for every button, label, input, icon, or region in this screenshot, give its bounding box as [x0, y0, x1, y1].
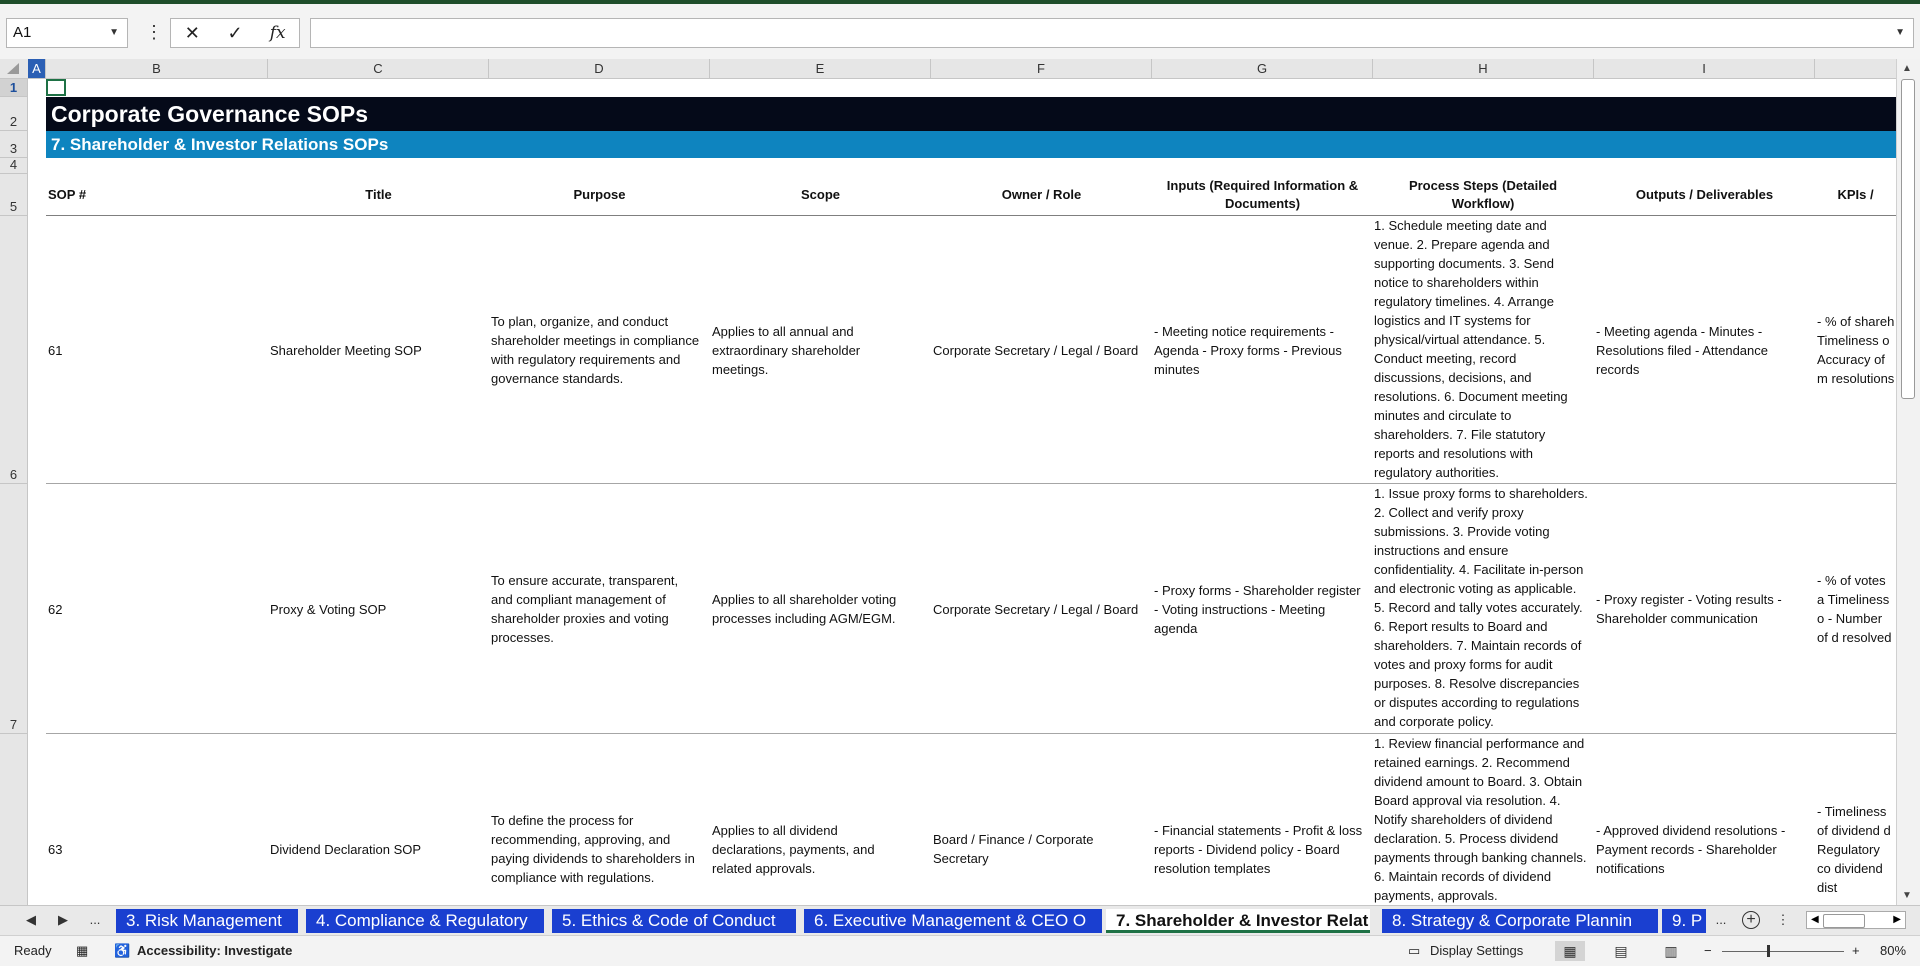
column-header-a[interactable]: A: [28, 59, 46, 78]
column-header-j[interactable]: [1815, 59, 1896, 78]
scroll-down-icon[interactable]: ▼: [1902, 890, 1912, 901]
tab-compliance-regulatory[interactable]: 4. Compliance & Regulatory: [306, 909, 544, 933]
accessibility-status[interactable]: Accessibility: Investigate: [137, 943, 293, 958]
more-options-icon[interactable]: ⋮: [1776, 912, 1790, 927]
name-box[interactable]: [6, 18, 128, 48]
section-subtitle[interactable]: 7. Shareholder & Investor Relations SOPs: [46, 131, 1896, 158]
accessibility-icon[interactable]: ♿: [114, 943, 131, 958]
more-sheets-right[interactable]: ...: [1715, 912, 1727, 927]
status-bar: [0, 935, 1920, 966]
header-scope[interactable]: Scope: [800, 187, 840, 202]
scrollbar-thumb[interactable]: [1901, 79, 1915, 399]
page-break-preview-icon[interactable]: ▥: [1664, 943, 1678, 959]
column-header-i[interactable]: I: [1594, 59, 1815, 78]
cell-purpose[interactable]: To ensure accurate, transparent, and compliant management of shareholder proxies and voting processes.: [491, 573, 679, 645]
tab-9[interactable]: 9. P: [1662, 909, 1706, 933]
row-headers: [0, 79, 28, 905]
column-header-h[interactable]: H: [1373, 59, 1594, 78]
column-header-d[interactable]: D: [489, 59, 710, 78]
scroll-left-icon[interactable]: ◀: [1811, 914, 1819, 925]
zoom-slider-thumb[interactable]: [1767, 945, 1770, 957]
add-sheet-icon[interactable]: +: [1742, 911, 1760, 929]
tab-risk-management[interactable]: 3. Risk Management: [116, 909, 298, 933]
sheet-title[interactable]: Corporate Governance SOPs: [46, 97, 1896, 131]
vertical-scrollbar[interactable]: [1896, 59, 1920, 905]
cell-owner[interactable]: Corporate Secretary / Legal / Board: [933, 342, 1139, 358]
cancel-icon[interactable]: ✕: [184, 23, 200, 43]
header-owner-role[interactable]: Owner / Role: [1001, 187, 1082, 202]
display-settings-icon[interactable]: ▭: [1408, 943, 1421, 958]
enter-icon[interactable]: ✓: [227, 23, 243, 43]
scrollbar-thumb[interactable]: [1823, 914, 1865, 928]
horizontal-scrollbar[interactable]: [1806, 911, 1906, 929]
cell-kpis[interactable]: - Timeliness of dividend d Regulatory co dividend dist: [1817, 803, 1891, 895]
next-sheet-icon[interactable]: ▶: [58, 912, 68, 927]
row-header-6[interactable]: 6: [0, 216, 27, 484]
cell-scope[interactable]: Applies to all shareholder voting processes including AGM/EGM.: [712, 592, 897, 626]
formula-input[interactable]: [310, 18, 1914, 48]
tab-ethics-code-of-conduct[interactable]: 5. Ethics & Code of Conduct: [552, 909, 796, 933]
cell-title[interactable]: Dividend Declaration SOP: [270, 841, 422, 857]
tab-strategy-corporate-planning[interactable]: 8. Strategy & Corporate Plannin: [1382, 909, 1658, 933]
column-header-f[interactable]: F: [931, 59, 1152, 78]
cell-inputs[interactable]: - Proxy forms - Shareholder register - Voting instructions - Meeting agenda: [1154, 582, 1361, 636]
cell-outputs[interactable]: - Proxy register - Voting results - Shareholder communication: [1596, 592, 1782, 626]
active-cell[interactable]: [46, 79, 66, 96]
zoom-out-button[interactable]: −: [1704, 943, 1712, 958]
zoom-level[interactable]: 80%: [1880, 943, 1907, 958]
cell-process-steps[interactable]: 1. Schedule meeting date and venue. 2. Prepare agenda and supporting documents. 3. Send notice to shareholders within regulatory timelines. 4. Arrange logistics and IT systems for physical/virtual attendance. 5. Conduct meeting, record discussions, decisions, and resolutions. 6. Document meeting minutes and circulate to shareholders. 7. File statutory reports and resolutions with regulatory authorities.: [1374, 218, 1568, 480]
formula-bar: [0, 4, 1920, 59]
scroll-right-icon[interactable]: ▶: [1893, 914, 1901, 925]
select-all-icon: [6, 63, 20, 75]
cell-purpose[interactable]: To plan, organize, and conduct shareholder meetings in compliance with regulatory requirements and governance standards.: [491, 314, 700, 386]
page-layout-view-icon[interactable]: ▤: [1614, 943, 1628, 959]
row-header-7[interactable]: 7: [0, 484, 27, 734]
scroll-up-icon[interactable]: ▲: [1902, 63, 1912, 74]
select-all-button[interactable]: [0, 59, 28, 78]
chevron-down-icon[interactable]: ▼: [109, 27, 119, 38]
zoom-slider[interactable]: [1722, 951, 1844, 952]
cell-inputs[interactable]: - Financial statements - Profit & loss reports - Dividend policy - Board resolution templates: [1154, 822, 1363, 876]
normal-view-icon[interactable]: ▦: [1555, 941, 1585, 961]
cell-outputs[interactable]: - Approved dividend resolutions - Payment records - Shareholder notifications: [1596, 822, 1786, 876]
more-sheets-left[interactable]: ...: [89, 912, 101, 927]
cell-kpis[interactable]: - % of votes a Timeliness o - Number of d resolved: [1817, 573, 1892, 645]
cell-owner[interactable]: Board / Finance / Corporate Secretary: [933, 832, 1094, 866]
insert-function-icon[interactable]: fx: [269, 23, 286, 43]
cell-title[interactable]: Proxy & Voting SOP: [270, 601, 387, 617]
header-inputs[interactable]: Inputs (Required Information & Documents): [1166, 178, 1359, 211]
header-outputs[interactable]: Outputs / Deliverables: [1635, 187, 1774, 202]
status-ready: Ready: [14, 943, 52, 958]
row-header-8[interactable]: [0, 734, 27, 905]
previous-sheet-icon[interactable]: ◀: [26, 912, 36, 927]
column-header-b[interactable]: B: [46, 59, 268, 78]
header-purpose[interactable]: Purpose: [573, 187, 626, 202]
cell-title[interactable]: Shareholder Meeting SOP: [270, 342, 422, 358]
tab-shareholder-investor-relations[interactable]: 7. Shareholder & Investor Relat: [1106, 909, 1370, 933]
row-header-3[interactable]: 3: [0, 131, 27, 158]
row-header-1[interactable]: 1: [0, 79, 27, 97]
column-header-e[interactable]: E: [710, 59, 931, 78]
header-process-steps[interactable]: Process Steps (Detailed Workflow): [1408, 178, 1558, 211]
cell-sop-number[interactable]: 61: [48, 342, 63, 358]
name-box-value: A1: [13, 24, 32, 41]
cell-scope[interactable]: Applies to all annual and extraordinary shareholder meetings.: [712, 323, 861, 377]
worksheet-grid[interactable]: [28, 79, 1896, 905]
cell-inputs[interactable]: - Meeting notice requirements - Agenda - Proxy forms - Previous minutes: [1154, 323, 1342, 377]
header-kpis[interactable]: KPIs /: [1837, 187, 1874, 202]
cell-outputs[interactable]: - Meeting agenda - Minutes - Resolutions filed - Attendance records: [1596, 323, 1768, 377]
expand-formula-icon[interactable]: ▼: [1895, 27, 1905, 38]
cell-kpis[interactable]: - % of shareh Timeliness o Accuracy of m resolutions: [1817, 314, 1895, 386]
cell-scope[interactable]: Applies to all dividend declarations, payments, and related approvals.: [712, 822, 875, 876]
column-header-c[interactable]: C: [268, 59, 489, 78]
display-settings-button[interactable]: Display Settings: [1430, 943, 1524, 958]
sheet-tab-bar: [0, 905, 1920, 935]
macro-record-icon[interactable]: ▦: [76, 943, 89, 958]
tab-executive-management[interactable]: 6. Executive Management & CEO O: [804, 909, 1102, 933]
formula-buttons: [170, 18, 300, 48]
more-options-icon[interactable]: ⋮: [145, 22, 163, 42]
header-sop-number[interactable]: SOP #: [48, 187, 87, 202]
cell-process-steps[interactable]: 1. Review financial performance and retained earnings. 2. Recommend dividend amount to Board. 3. Obtain Board approval via resolution. 4. Notify shareholders of dividend declaration. 5. Process dividend payments through banking channels. 6. Maintain records of dividend payments, approvals.: [1374, 736, 1587, 903]
row-header-4[interactable]: 4: [0, 158, 27, 174]
cell-owner[interactable]: Corporate Secretary / Legal / Board: [933, 601, 1139, 617]
row-header-5[interactable]: 5: [0, 174, 27, 216]
zoom-in-button[interactable]: +: [1852, 943, 1860, 958]
column-header-g[interactable]: G: [1152, 59, 1373, 78]
row-header-2[interactable]: 2: [0, 97, 27, 131]
cell-sop-number[interactable]: 62: [48, 601, 63, 617]
header-title[interactable]: Title: [365, 187, 392, 202]
cell-purpose[interactable]: To define the process for recommending, approving, and paying dividends to shareholders in compliance with regulations.: [491, 813, 695, 885]
cell-sop-number[interactable]: 63: [48, 841, 63, 857]
column-headers: [0, 59, 1896, 79]
cell-process-steps[interactable]: 1. Issue proxy forms to shareholders. 2. Collect and verify proxy submissions. 3. Provide voting instructions and ensure confidentiality. 4. Facilitate in-person and electronic voting as applicable. 5. Record and tally votes accurately. 6. Report results to Board and shareholders. 7. Maintain records of votes and proxy forms for audit purposes. 8. Resolve discrepancies or disputes according to regulations and corporate policy.: [1374, 486, 1588, 729]
